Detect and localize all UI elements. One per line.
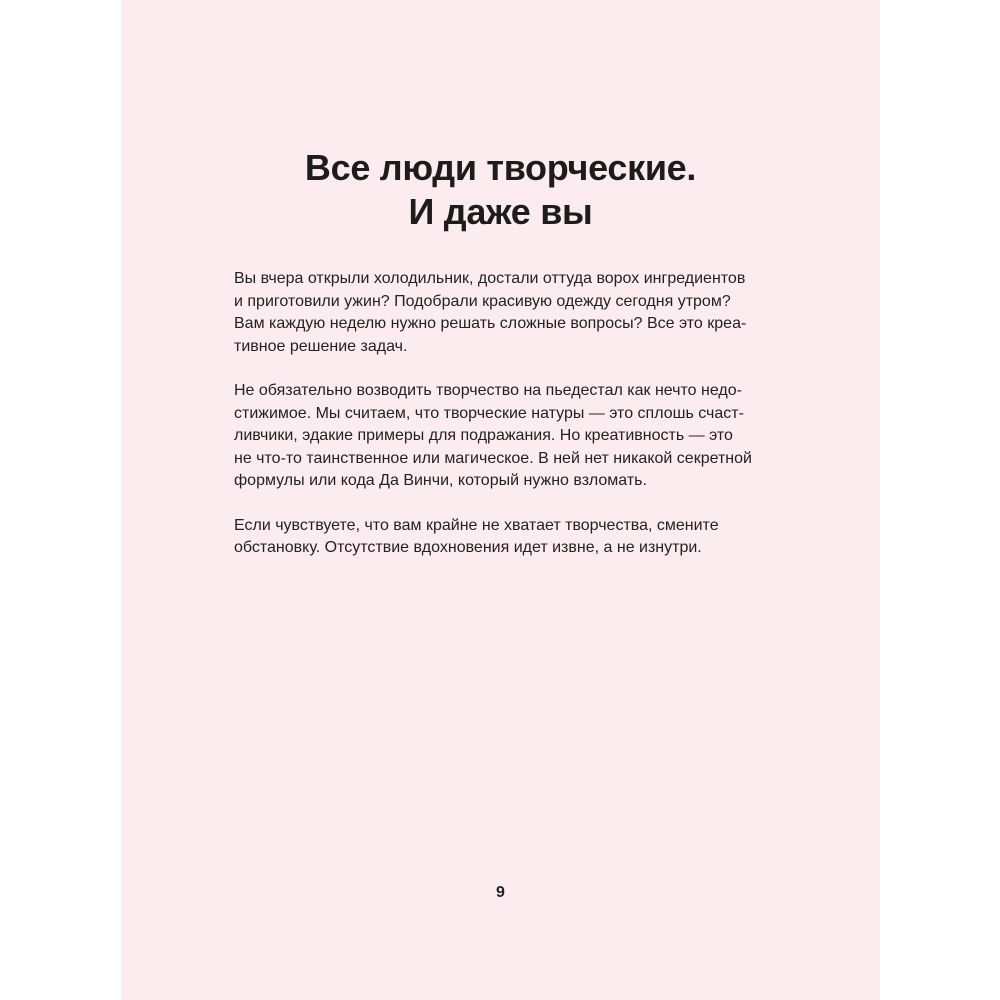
text-line: Вам каждую неделю нужно решать сложные вопросы? Все это креа- [234, 315, 747, 332]
text-line: Вы вчера открыли холодильник, достали оттуда ворох ингредиентов [234, 270, 746, 287]
text-line: и приготовили ужин? Подобрали красивую одежду сегодня утром? [234, 292, 731, 310]
title-line-2: И даже вы [408, 191, 593, 232]
text-line: ливчики, эдакие примеры для подражания. Но креативность — это [234, 427, 733, 444]
text-line: стижимое. Мы считаем, что творческие натуры — это сплошь счаст- [234, 404, 744, 422]
page-number: 9 [496, 884, 505, 901]
page-title [121, 146, 880, 234]
text-line: формулы или кода Да Винчи, который нужно взломать. [234, 472, 647, 489]
book-page [121, 0, 880, 1000]
body-text [234, 268, 754, 582]
text-line: Если чувствуете, что вам крайне не хватает творчества, смените [234, 516, 719, 534]
text-line: не что-то таинственное или магическое. В ней нет никакой секретной [234, 449, 752, 467]
title-line-1: Все люди творческие. [304, 147, 697, 188]
text-line: тивное решение задач. [234, 337, 408, 355]
text-line: Не обязательно возводить творчество на пьедестал как нечто недо- [234, 382, 742, 399]
paragraph-1 [234, 268, 754, 358]
text-line: обстановку. Отсутствие вдохновения идет извне, а не изнутри. [234, 539, 702, 556]
paragraph-3 [234, 515, 754, 560]
paragraph-2 [234, 380, 754, 493]
